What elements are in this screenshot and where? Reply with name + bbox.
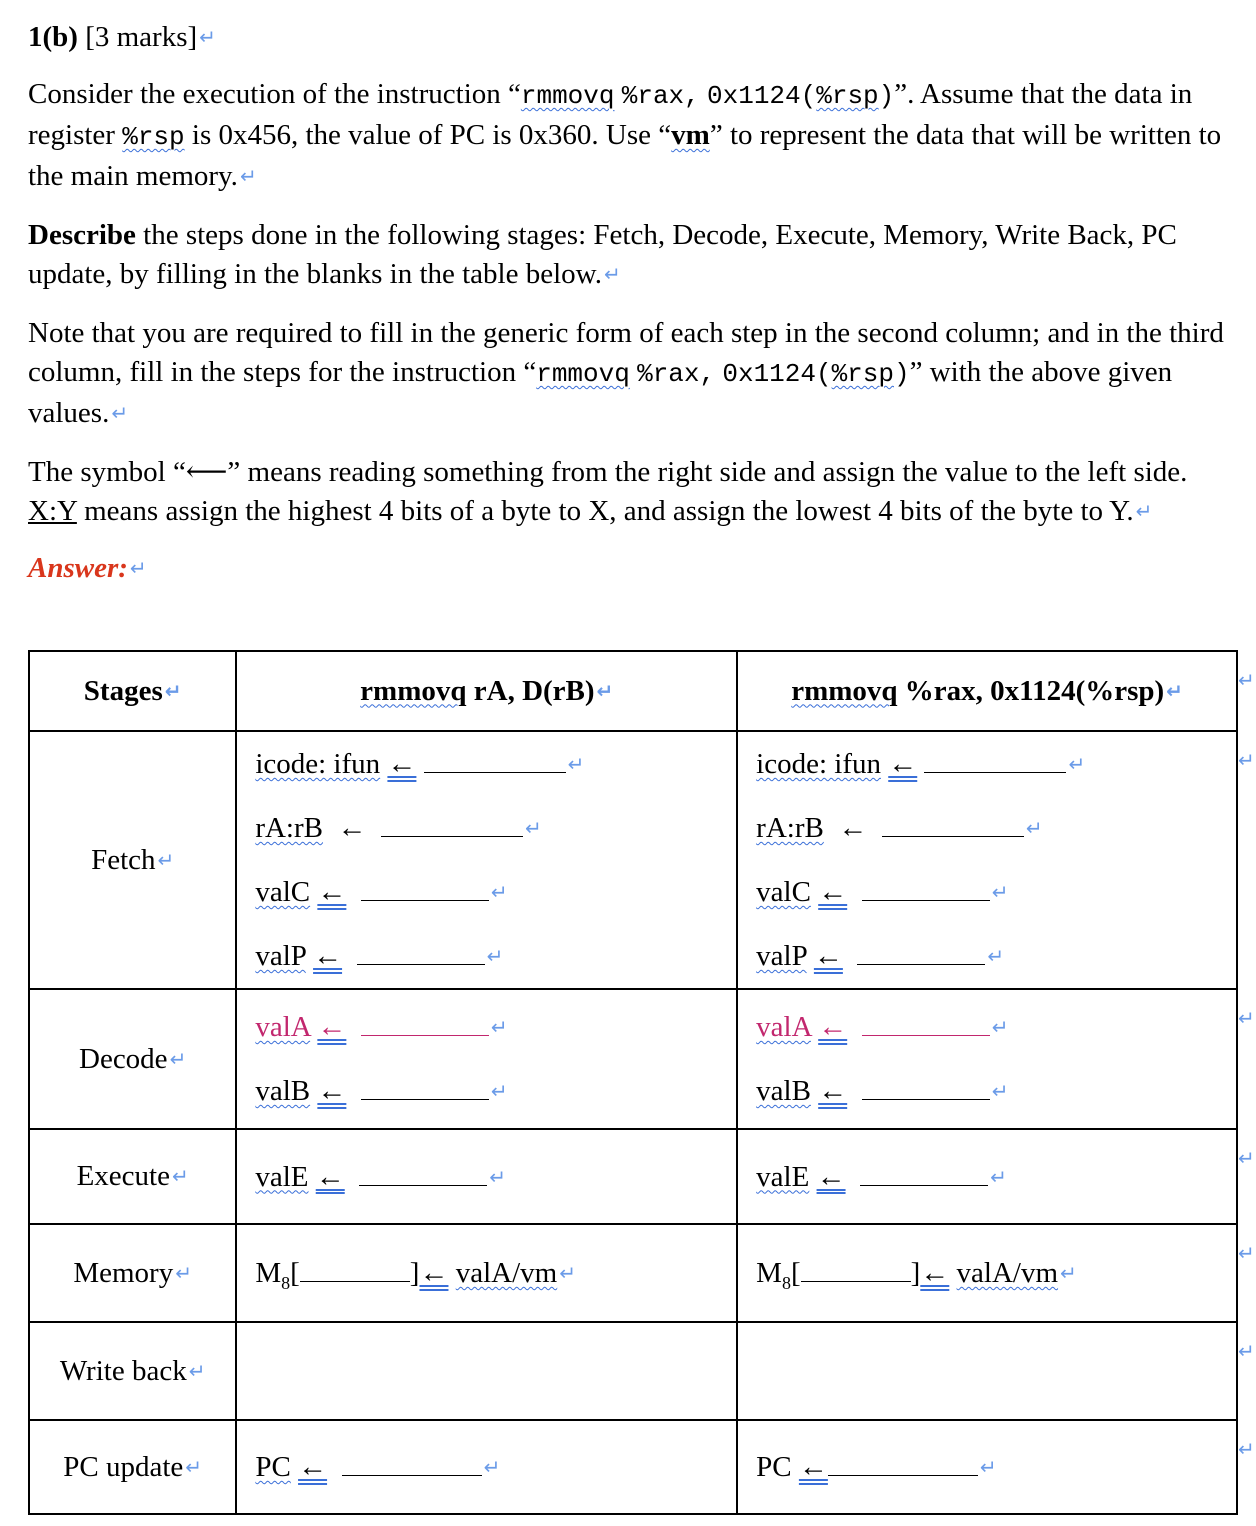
row-end-mark: ↵ [1238, 748, 1255, 772]
fetch-valc-line-2: valC ← ↵ [756, 876, 1009, 908]
answer-label-line: Answer: ↵ [28, 552, 147, 584]
fetch-icode-blank[interactable] [424, 750, 566, 773]
decode-valb-line-2: valB ← ↵ [756, 1075, 1009, 1107]
stage-fetch: Fetch ↵ [29, 731, 236, 989]
row-pcupdate [29, 1420, 1237, 1514]
header-stages: Stages ↵ [29, 651, 236, 731]
register-name: %rsp [122, 122, 185, 152]
execute-generic-cell [236, 1129, 737, 1224]
header-generic: rmmovq rA, D(rB) ↵ [236, 651, 737, 731]
decode-valb-blank-2[interactable] [862, 1077, 990, 1100]
stages-table [28, 650, 1238, 1515]
fetch-valc-line: valC ← ↵ [255, 876, 508, 908]
row-end-mark: ↵ [1238, 1437, 1255, 1461]
execute-vale-blank-2[interactable] [860, 1163, 988, 1186]
pcupdate-blank-2[interactable] [828, 1453, 978, 1476]
writeback-specific-cell[interactable] [737, 1322, 1237, 1420]
memory-specific-cell [737, 1224, 1237, 1322]
fetch-icode-line: icode: ifun ← ↵ [255, 748, 585, 780]
decode-specific-cell [737, 989, 1237, 1129]
writeback-generic-cell[interactable] [236, 1322, 737, 1420]
table-header-row [29, 651, 1237, 731]
paragraph-note: Note that you are required to fill in the generic form of each step in the second column; and in the third column, fill in the steps for the instruction “rmmovq %rax, 0x1124(%rsp)” with the above given values. ↵ [28, 317, 1224, 429]
fetch-icode-blank-2[interactable] [924, 750, 1066, 773]
row-memory [29, 1224, 1237, 1322]
fetch-valc-blank[interactable] [361, 878, 489, 901]
xy-term: X:Y [28, 495, 77, 527]
execute-vale-line: valE ← ↵ [255, 1160, 506, 1193]
paragraph-instruction: Consider the execution of the instruction “rmmovq %rax, 0x1124(%rsp)”. Assume that the data in register %rsp is 0x456, the value of PC is 0x360. Use “vm” to represent the data that will be written to the main memory. ↵ [28, 78, 1222, 192]
fetch-specific-cell [737, 731, 1237, 989]
row-end-mark: ↵ [1238, 1339, 1255, 1363]
row-fetch [29, 731, 1237, 989]
decode-vala-blank[interactable] [361, 1013, 489, 1036]
row-end-mark: ↵ [1238, 1146, 1255, 1170]
question-heading: 1(b) [3 marks] ↵ [28, 21, 216, 53]
vm-term: vm [671, 119, 710, 151]
stage-writeback: Write back ↵ [29, 1322, 236, 1420]
question-text [28, 18, 1233, 588]
pcupdate-generic-cell [236, 1420, 737, 1514]
decode-valb-line: valB ← ↵ [255, 1075, 508, 1107]
stage-pcupdate: PC update ↵ [29, 1420, 236, 1514]
decode-valb-blank[interactable] [361, 1077, 489, 1100]
decode-vala-line-2: valA ← ↵ [756, 1011, 1009, 1043]
row-writeback [29, 1322, 1237, 1420]
fetch-rarb-blank-2[interactable] [882, 814, 1024, 837]
row-end-mark: ↵ [1238, 1241, 1255, 1265]
fetch-valc-blank-2[interactable] [862, 878, 990, 901]
row-execute [29, 1129, 1237, 1224]
memory-addr-blank-2[interactable] [801, 1259, 911, 1282]
fetch-rarb-line: rA:rB ← ↵ [255, 812, 542, 844]
memory-addr-blank[interactable] [300, 1259, 410, 1282]
answer-label: Answer: [28, 552, 128, 584]
row-end-mark: ↵ [1238, 668, 1255, 692]
fetch-generic-cell [236, 731, 737, 989]
decode-generic-cell [236, 989, 737, 1129]
pcupdate-line-2: PC ← ↵ [756, 1451, 997, 1483]
execute-specific-cell [737, 1129, 1237, 1224]
row-decode [29, 989, 1237, 1129]
fetch-icode-line-2: icode: ifun ← ↵ [756, 748, 1086, 780]
pcupdate-specific-cell [737, 1420, 1237, 1514]
stage-memory: Memory ↵ [29, 1224, 236, 1322]
stage-decode: Decode ↵ [29, 989, 236, 1129]
paragraph-describe: Describe the steps done in the following stages: Fetch, Decode, Execute, Memory, Write Back, PC update, by filling in the blanks in the table below. ↵ [28, 219, 1177, 290]
memory-generic-cell [236, 1224, 737, 1322]
memory-line: $M_8$[ ]← valA/vm ↵ [255, 1257, 576, 1293]
marks: [3 marks] [85, 21, 198, 53]
row-end-mark: ↵ [1238, 1006, 1255, 1030]
fetch-rarb-line-2: rA:rB ← ↵ [756, 812, 1043, 844]
question-number: 1(b) [28, 21, 78, 53]
decode-vala-blank-2[interactable] [862, 1013, 990, 1036]
fetch-valp-blank[interactable] [357, 942, 485, 965]
pcupdate-blank[interactable] [342, 1453, 482, 1476]
stage-execute: Execute ↵ [29, 1129, 236, 1224]
fetch-valp-blank-2[interactable] [857, 942, 985, 965]
memory-line-2: $M_8$[ ]← valA/vm ↵ [756, 1257, 1077, 1293]
fetch-valp-line-2: valP ← ↵ [756, 940, 1005, 972]
header-specific: rmmovq %rax, 0x1124(%rsp) ↵ [737, 651, 1237, 731]
fetch-rarb-blank[interactable] [381, 814, 523, 837]
instr-op: rmmovq [520, 81, 615, 111]
pcupdate-line: PC ← ↵ [255, 1451, 501, 1483]
fetch-valp-line: valP ← ↵ [255, 940, 504, 972]
decode-vala-line: valA ← ↵ [255, 1011, 508, 1043]
paragraph-symbol: The symbol “⟵” means reading something from the right side and assign the value to the left side. X:Y means assign the highest 4 bits of a byte to X, and assign the lowest 4 bits of the byte to Y. ↵ [28, 456, 1188, 527]
execute-vale-line-2: valE ← ↵ [756, 1160, 1007, 1193]
execute-vale-blank[interactable] [359, 1163, 487, 1186]
